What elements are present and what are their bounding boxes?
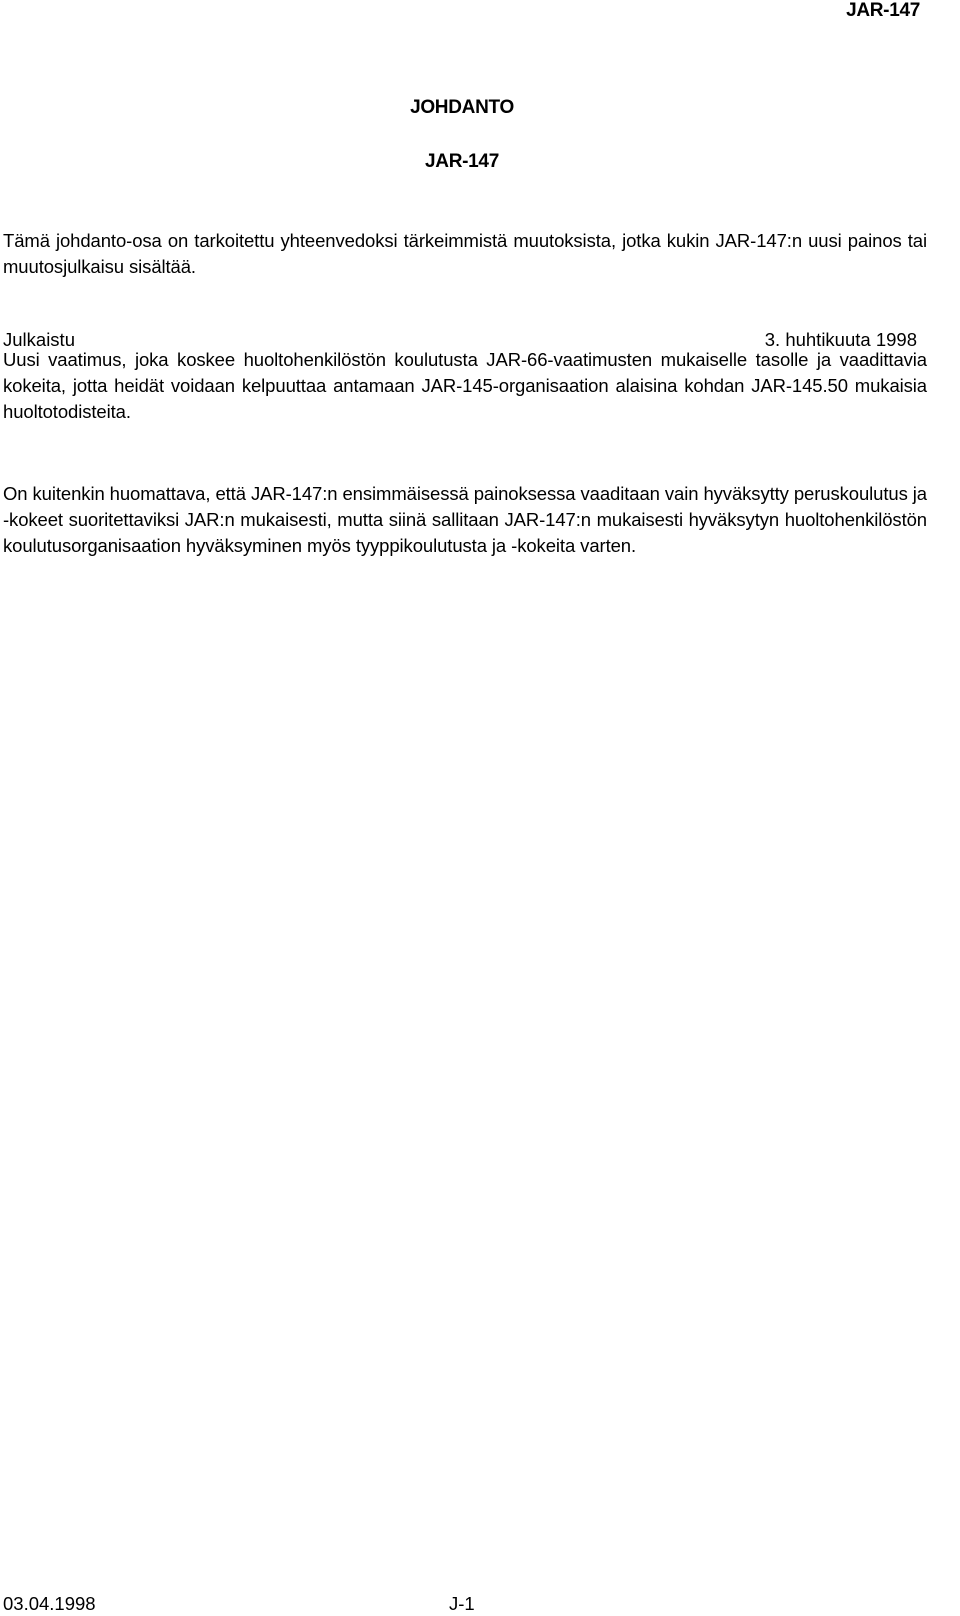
paragraph-note xyxy=(3,481,927,559)
page-subtitle: JAR-147 xyxy=(425,151,499,172)
footer-page-number: J-1 xyxy=(449,1593,475,1614)
published-label: Julkaistu xyxy=(3,329,75,350)
paragraph-text: Uusi vaatimus, joka koskee huoltohenkilöstön koulutusta JAR-66-vaatimusten mukaiselle tasolle ja vaadittavia kokeita, jotta heidät voidaan kelpuuttaa antamaan JAR-145-organisaation alaisina kohdan JAR-145.50 mukaisia huoltotodisteita. xyxy=(3,349,927,422)
page-footer xyxy=(3,1592,563,1616)
published-date: 3. huhtikuuta 1998 xyxy=(764,329,917,350)
page-title: JOHDANTO xyxy=(410,97,514,118)
intro-paragraph xyxy=(3,228,927,280)
paragraph-requirement xyxy=(3,347,927,425)
paragraph-text: On kuitenkin huomattava, että JAR-147:n ensimmäisessä painoksessa vaaditaan vain hyväksytty peruskoulutus ja -kokeet suoritettaviksi JAR:n mukaisesti, mutta siinä sallitaan JAR-147:n mukaisesti hyväksytyn huoltohenkilöstön koulutusorganisaation hyväksyminen myös tyyppikoulutusta ja -kokeita varten. xyxy=(3,483,927,556)
intro-text: Tämä johdanto-osa on tarkoitettu yhteenvedoksi tärkeimmistä muutoksista, jotka kukin JAR-147:n uusi painos tai muutosjulkaisu sisältää. xyxy=(3,230,927,277)
footer-date: 03.04.1998 xyxy=(3,1593,96,1614)
document-code: JAR-147 xyxy=(846,0,920,21)
